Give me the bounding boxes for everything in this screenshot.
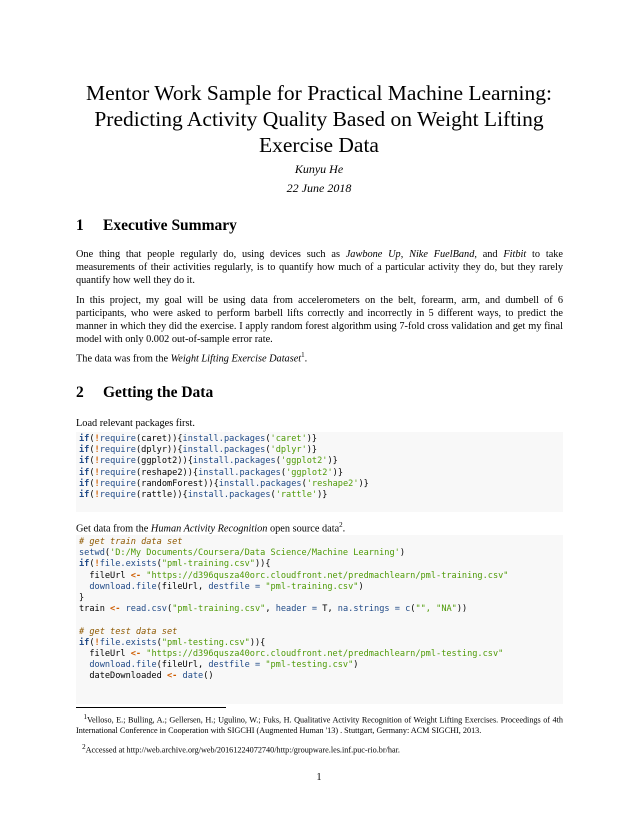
code-string: 'reshape2' xyxy=(306,478,359,489)
footnote-mark: 1 xyxy=(83,713,88,721)
paragraph-goal: In this project, my goal will be using data from accelerometers on the belt, forearm, arm, and dumbell of 6 participants, who were asked to perform barbell lifts correctly and incorrectly in 5 different ways, to predict the manner in which they did the exercise. I apply random forest algorithm using 7-fold cross validation and get my final model with only 0.002 out-of-sample error rate. xyxy=(76,295,563,345)
text-run: One thing that people regularly do, using devices such as xyxy=(76,249,346,260)
code-line: train <- read.csv("pml-training.csv", header = T, na.strings = c("", "NA")) xyxy=(79,604,468,615)
code-string: "pml-testing.csv" xyxy=(265,660,354,671)
device-name: Jawbone Up xyxy=(345,249,401,260)
code-operator: ! xyxy=(94,456,100,467)
footnote-text: Accessed at http://web.archive.org/web/20161224072740/http:/groupware.les.inf.puc-rio.br/har. xyxy=(85,745,400,755)
code-function: require xyxy=(99,490,136,501)
code-line: } xyxy=(79,593,85,604)
code-function: install.packages xyxy=(192,456,276,467)
section-title: Executive Summary xyxy=(103,217,237,234)
footnote-ref: 2 xyxy=(339,521,343,529)
text-run: . xyxy=(342,523,346,535)
paper-author: Kunyu He xyxy=(294,162,344,176)
package-name: randomForest xyxy=(141,478,204,489)
text-run: , and xyxy=(474,249,504,260)
text-run: open source data xyxy=(267,523,340,535)
text-run: The data was from the xyxy=(76,353,171,365)
code-function: install.packages xyxy=(218,478,302,489)
code-function: require xyxy=(99,478,136,489)
code-comment: # get test data set xyxy=(79,626,178,637)
code-line: if(!require(ggplot2)){install.packages('ggplot2')} xyxy=(79,456,338,467)
code-block-get-data xyxy=(76,535,563,704)
code-operator: ! xyxy=(94,490,100,501)
code-operator: ! xyxy=(94,434,100,444)
text-run: Get data from the xyxy=(76,523,151,535)
code-string: "https://d396qusza40orc.cloudfront.net/predmachlearn/pml-training.csv" xyxy=(146,570,509,581)
paragraph-data-source xyxy=(76,349,563,365)
code-line: download.file(fileUrl, destfile = "pml-training.csv") xyxy=(89,581,364,592)
code-keyword: if xyxy=(79,434,90,444)
section-heading-getting-data xyxy=(76,384,213,402)
page-number: 1 xyxy=(316,772,322,783)
code-line: fileUrl <- "https://d396qusza40orc.cloudfront.net/predmachlearn/pml-training.csv" xyxy=(79,570,509,581)
device-name: Nike FuelBand xyxy=(409,249,475,260)
code-block-packages xyxy=(76,432,563,512)
code-string: "pml-training.csv" xyxy=(265,581,359,592)
section-heading-executive-summary xyxy=(76,217,237,235)
code-function: install.packages xyxy=(198,467,281,478)
code-function: require xyxy=(99,456,136,467)
code-line: if(!file.exists("pml-testing.csv")){ xyxy=(79,637,266,648)
code-string: "https://d396qusza40orc.cloudfront.net/predmachlearn/pml-testing.csv" xyxy=(146,649,504,660)
code-line: fileUrl <- "https://d396qusza40orc.cloudfront.net/predmachlearn/pml-testing.csv" xyxy=(79,649,504,660)
code-operator: ! xyxy=(94,445,100,456)
code-string: "pml-training.csv" xyxy=(172,604,266,615)
section-number: 2 xyxy=(76,384,84,401)
package-name: rattle xyxy=(141,490,173,501)
package-name: ggplot2 xyxy=(141,456,178,467)
device-name: Fitbit xyxy=(503,249,527,260)
code-string: "pml-training.csv" xyxy=(161,559,255,570)
paragraph-load-packages: Load relevant packages first. xyxy=(76,418,195,429)
package-name: caret xyxy=(141,434,168,444)
code-line xyxy=(79,615,560,626)
section-number: 1 xyxy=(76,217,84,234)
code-function: require xyxy=(99,434,136,444)
code-string: 'dplyr' xyxy=(270,445,307,456)
footnote-rule xyxy=(76,707,226,708)
code-keyword: if xyxy=(79,478,90,489)
code-function: install.packages xyxy=(182,434,266,444)
package-name: reshape2 xyxy=(141,467,183,478)
code-keyword: if xyxy=(79,445,90,456)
code-string: 'ggplot2' xyxy=(286,467,333,478)
code-comment: # get train data set xyxy=(79,537,183,547)
code-line xyxy=(79,537,560,548)
package-name: dplyr xyxy=(141,445,168,456)
code-line: setwd('D:/My Documents/Coursera/Data Science/Machine Learning') xyxy=(79,548,405,559)
footnote-2 xyxy=(76,742,563,756)
code-lines xyxy=(79,434,560,501)
code-string: "pml-testing.csv" xyxy=(161,637,250,648)
code-keyword: if xyxy=(79,490,90,501)
code-line xyxy=(79,627,560,638)
code-keyword: if xyxy=(79,456,90,467)
footnote-1 xyxy=(76,712,563,736)
footnote-mark: 2 xyxy=(82,743,86,751)
code-line: download.file(fileUrl, destfile = "pml-testing.csv") xyxy=(89,660,359,671)
code-line: if(!file.exists("pml-training.csv")){ xyxy=(79,559,271,570)
code-line: if(!require(reshape2)){install.packages('ggplot2')} xyxy=(79,467,343,478)
code-function: require xyxy=(99,445,136,456)
code-string: 'rattle' xyxy=(275,490,318,501)
code-line: if(!require(rattle)){install.packages('rattle')} xyxy=(79,490,328,501)
code-keyword: if xyxy=(79,467,90,478)
footnote-ref: 1 xyxy=(301,351,305,359)
footnote-text: Velloso, E.; Bulling, A.; Gellersen, H.; Ugulino, W.; Fuks, H. Qualitative Activity Recognition of Weight Lifting Exercises. Proceedings of 4th International Conference in Cooperation with SIGCHI (Augmented Human '13) . Stuttgart, Germany: ACM SIGCHI, 2013. xyxy=(76,715,564,735)
code-operator: ! xyxy=(94,478,100,489)
code-function: install.packages xyxy=(187,490,271,501)
code-line: if(!require(caret)){install.packages('caret')} xyxy=(79,434,318,444)
code-function: require xyxy=(99,467,136,478)
source-name: Human Activity Recognition xyxy=(150,523,268,535)
code-string: 'D:/My Documents/Coursera/Data Science/Machine Learning' xyxy=(110,548,400,559)
dataset-name: Weight Lifting Exercise Dataset xyxy=(170,353,302,365)
code-line: if(!require(randomForest)){install.packages('reshape2')} xyxy=(79,478,369,489)
text-run: . xyxy=(304,353,308,365)
paragraph-intro xyxy=(76,248,563,287)
code-operator: ! xyxy=(94,467,100,478)
text-run: , xyxy=(400,249,410,260)
text-run: to take measurements of their activities regularly, is to quantify how much of a particular activity they do, but they rarely quantify how well they do it. xyxy=(76,249,563,286)
code-line: if(!require(dplyr)){install.packages('dplyr')} xyxy=(79,445,318,456)
code-string: 'caret' xyxy=(270,434,307,444)
code-string: 'ggplot2' xyxy=(280,456,328,467)
paragraph-get-data xyxy=(76,519,563,535)
section-title: Getting the Data xyxy=(103,384,214,401)
code-function: install.packages xyxy=(182,445,266,456)
paper-date: 22 June 2018 xyxy=(286,181,352,195)
paper-title: Mentor Work Sample for Practical Machine Learning: Predicting Activity Quality Based on Weight Lifting Exercise Data xyxy=(86,81,552,157)
code-string: "", "NA" xyxy=(415,604,457,615)
code-line: dateDownloaded <- date() xyxy=(79,671,214,682)
